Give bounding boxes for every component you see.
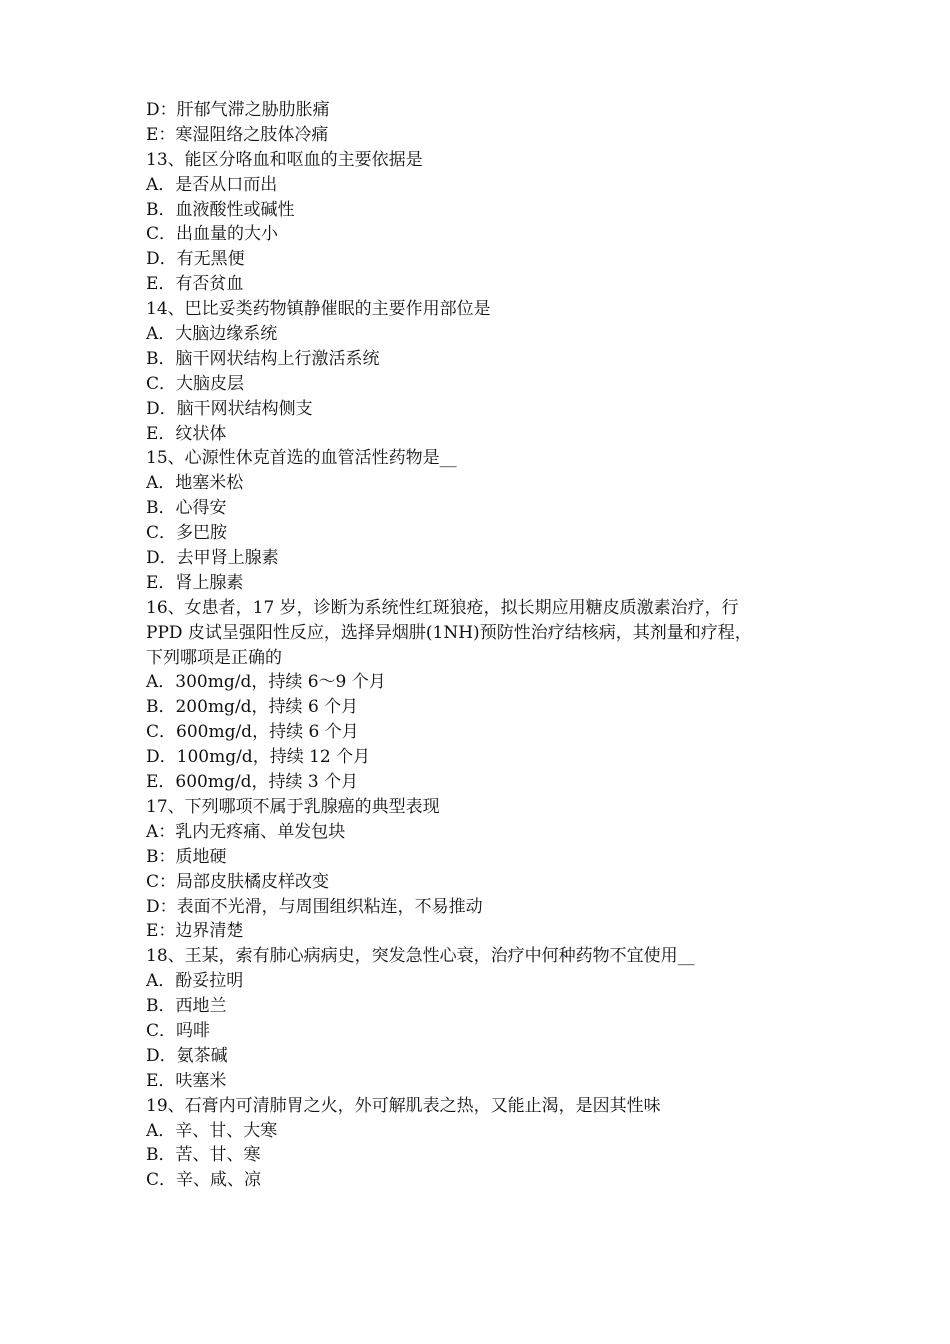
question-19: 19、石膏内可清肺胃之火，外可解肌表之热，又能止渴，是因其性味 — [146, 1095, 661, 1116]
option-line: B．200mg/d，持续 6 个月 — [146, 697, 359, 718]
option-line: E：边界清楚 — [146, 921, 244, 942]
option-line: A．是否从口而出 — [146, 174, 278, 195]
question-16-line-1: 16、女患者，17 岁，诊断为系统性红斑狼疮，拟长期应用糖皮质激素治疗，行 — [146, 597, 739, 618]
option-line: B．血液酸性或碱性 — [146, 199, 295, 220]
option-line: A．300mg/d，持续 6～9 个月 — [146, 672, 386, 693]
option-line: D：肝郁气滞之胁肋胀痛 — [146, 100, 330, 120]
option-line: E：寒湿阻络之肢体冷痛 — [146, 124, 329, 145]
option-line: C．大脑皮层 — [146, 373, 245, 394]
option-line: E．肾上腺素 — [146, 572, 244, 593]
option-line: D．有无黑便 — [146, 249, 245, 270]
option-line: A．大脑边缘系统 — [146, 324, 278, 345]
option-line: E．有否贫血 — [146, 274, 244, 295]
question-18: 18、王某，索有肺心病病史，突发急性心衰，治疗中何种药物不宜使用__ — [146, 946, 695, 967]
option-line: B．苦、甘、寒 — [146, 1145, 261, 1166]
option-line: C．辛、咸、凉 — [146, 1170, 262, 1191]
option-line: B：质地硬 — [146, 846, 227, 867]
option-line: A．辛、甘、大寒 — [146, 1120, 278, 1141]
option-line: B．脑干网状结构上行激活系统 — [146, 348, 380, 369]
document-body — [146, 98, 810, 1193]
option-line: D．100mg/d，持续 12 个月 — [146, 747, 371, 768]
option-line: E．呋塞米 — [146, 1070, 227, 1091]
question-17: 17、下列哪项不属于乳腺癌的典型表现 — [146, 796, 440, 817]
option-line: C：局部皮肤橘皮样改变 — [146, 871, 330, 892]
option-line: E．600mg/d，持续 3 个月 — [146, 772, 359, 793]
question-13: 13、能区分咯血和呕血的主要依据是 — [146, 149, 423, 170]
option-line: C．吗啡 — [146, 1020, 211, 1041]
option-line: B．西地兰 — [146, 996, 227, 1017]
question-15: 15、心源性休克首选的血管活性药物是__ — [146, 448, 457, 469]
question-16-line-2: PPD 皮试呈强阳性反应，选择异烟肼(1NH)预防性治疗结核病，其剂量和疗程， — [146, 622, 752, 643]
option-line: B．心得安 — [146, 498, 227, 519]
option-line: C．出血量的大小 — [146, 224, 279, 245]
option-line: C．多巴胺 — [146, 523, 228, 544]
option-line: C．600mg/d，持续 6 个月 — [146, 722, 359, 743]
question-16-line-3: 下列哪项是正确的 — [146, 647, 282, 668]
option-line: A．酚妥拉明 — [146, 971, 244, 992]
option-line: D．氨茶碱 — [146, 1045, 228, 1066]
option-line: D．脑干网状结构侧支 — [146, 398, 313, 419]
option-line: D．去甲肾上腺素 — [146, 548, 279, 569]
option-line: E．纹状体 — [146, 423, 227, 444]
option-line: A．地塞米松 — [146, 473, 244, 494]
question-14: 14、巴比妥类药物镇静催眠的主要作用部位是 — [146, 299, 491, 320]
option-line: A：乳内无疼痛、单发包块 — [146, 821, 346, 842]
option-line: D：表面不光滑，与周围组织粘连，不易推动 — [146, 896, 483, 917]
